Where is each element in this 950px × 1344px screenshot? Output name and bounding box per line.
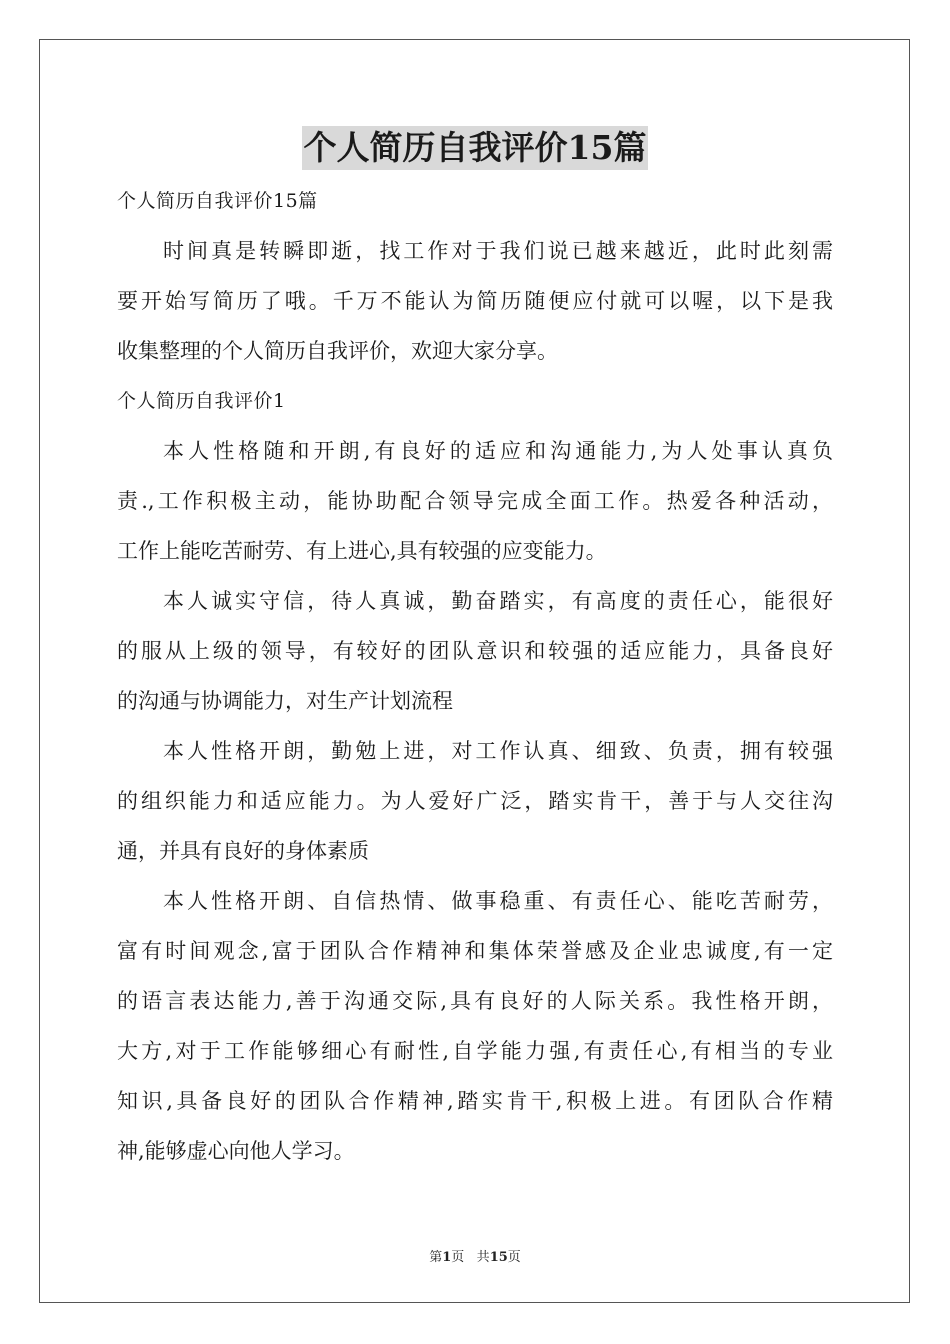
paragraph-3 <box>117 726 833 876</box>
paragraph-line: 工作上能吃苦耐劳、有上进心,具有较强的应变能力。 <box>117 539 607 563</box>
total-suffix: 页 <box>507 1250 521 1265</box>
paragraph-4 <box>117 876 833 1176</box>
subtitle: 个人简历自我评价15篇 <box>117 190 318 212</box>
paragraph-2 <box>117 576 833 726</box>
paragraph-1 <box>117 426 833 576</box>
intro-paragraph <box>117 226 833 376</box>
total-pages: 15 <box>489 1250 508 1265</box>
paragraph-line: 时间真是转瞬即逝，找工作对于我们说已越来越近，此时此刻需 <box>163 239 833 263</box>
paragraph-line: 通，并具有良好的身体素质 <box>117 839 369 863</box>
paragraph-line: 富有时间观念,富于团队合作精神和集体荣誉感及企业忠诚度,有一定 <box>117 939 833 963</box>
paragraph-line: 神,能够虚心向他人学习。 <box>117 1139 355 1163</box>
paragraph-line: 的语言表达能力,善于沟通交际,具有良好的人际关系。我性格开朗， <box>117 989 833 1013</box>
paragraph-line: 要开始写简历了哦。千万不能认为简历随便应付就可以喔，以下是我 <box>117 289 833 313</box>
paragraph-line: 责.,工作积极主动，能协助配合领导完成全面工作。热爱各种活动， <box>117 489 833 513</box>
page-suffix: 页 <box>451 1250 465 1265</box>
paragraph-line: 的组织能力和适应能力。为人爱好广泛，踏实肯干，善于与人交往沟 <box>117 789 833 813</box>
document-body <box>117 176 833 1176</box>
paragraph-line: 的沟通与协调能力，对生产计划流程 <box>117 689 453 713</box>
paragraph-line: 本人性格开朗，勤勉上进，对工作认真、细致、负责，拥有较强 <box>163 739 833 763</box>
paragraph-line: 收集整理的个人简历自我评价，欢迎大家分享。 <box>117 339 558 363</box>
title-container <box>0 126 950 170</box>
page-prefix: 第 <box>429 1250 443 1265</box>
paragraph-line: 的服从上级的领导，有较好的团队意识和较强的适应能力，具备良好 <box>117 639 833 663</box>
section-heading: 个人简历自我评价1 <box>117 390 286 412</box>
paragraph-line: 本人诚实守信，待人真诚，勤奋踏实，有高度的责任心，能很好 <box>163 589 833 613</box>
paragraph-line: 大方,对于工作能够细心有耐性,自学能力强,有责任心,有相当的专业 <box>117 1039 833 1063</box>
page-number: 1 <box>442 1250 452 1265</box>
paragraph-line: 本人性格开朗、自信热情、做事稳重、有责任心、能吃苦耐劳， <box>163 889 833 913</box>
paragraph-line: 本人性格随和开朗,有良好的适应和沟通能力,为人处事认真负 <box>163 439 833 463</box>
total-prefix: 共 <box>476 1250 490 1265</box>
document-title: 个人简历自我评价15篇 <box>302 126 649 170</box>
page-footer <box>0 1246 950 1265</box>
paragraph-line: 知识,具备良好的团队合作精神,踏实肯干,积极上进。有团队合作精 <box>117 1089 833 1113</box>
